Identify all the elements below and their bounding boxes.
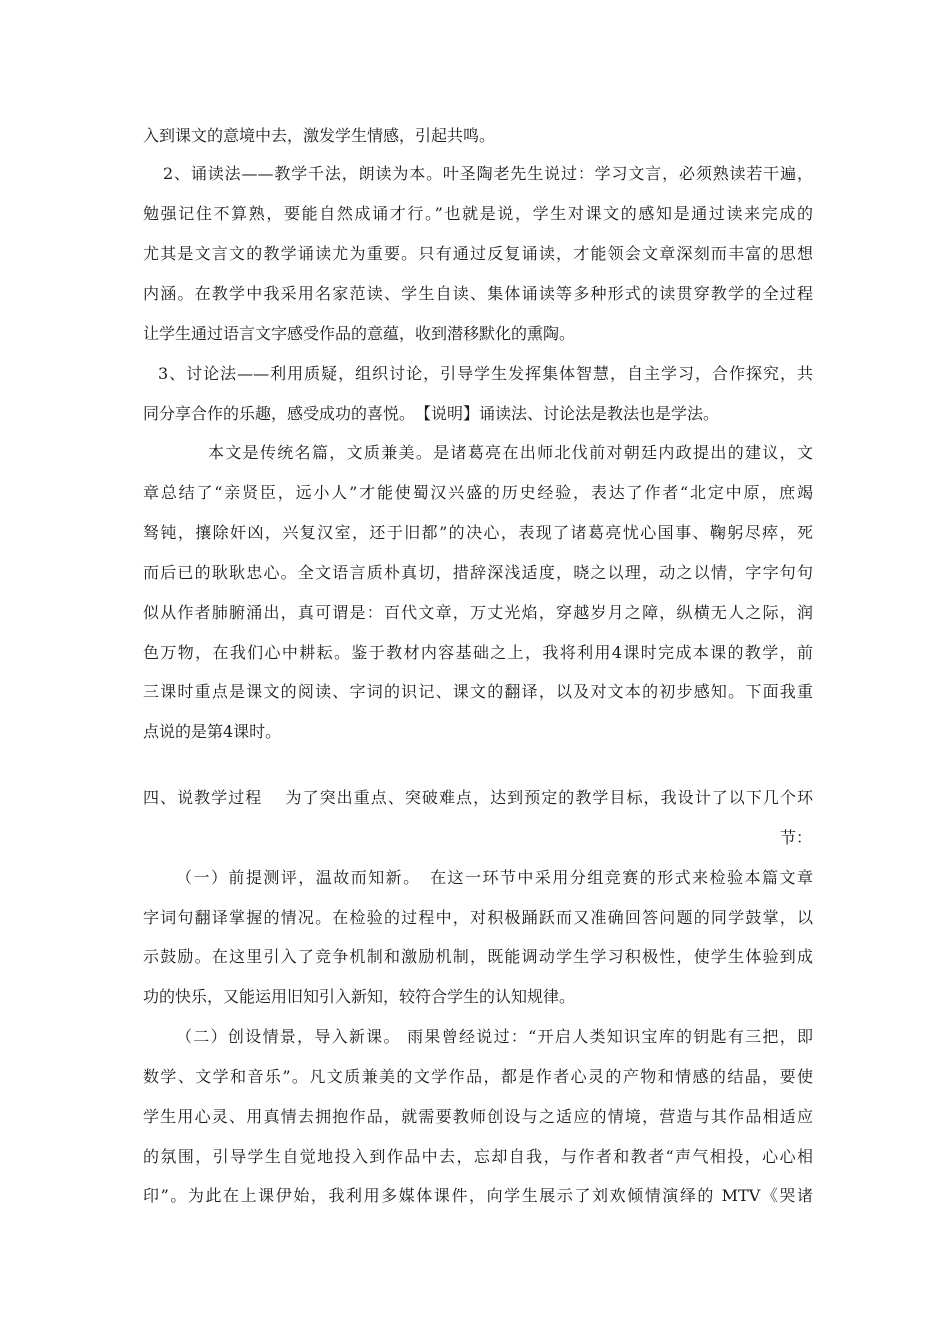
paragraph-line: 2、诵读法——教学千法，朗读为本。叶圣陶老先生说过：学习文言，必须熟读若干遍， (163, 164, 813, 183)
paragraph-line: 入到课文的意境中去，激发学生情感，引起共鸣。 (143, 126, 496, 145)
paragraph-line: 功的快乐，又能运用旧知引入新知，较符合学生的认知规律。 (143, 987, 576, 1006)
paragraph-line: （一）前提测评，温故而知新。 在这一环节中采用分组竞赛的形式来检验本篇文章 (176, 868, 813, 887)
paragraph-line: 而后已的耿耿忠心。全文语言质朴真切，措辞深浅适度，晓之以理，动之以情，字字句句 (143, 563, 813, 582)
paragraph-line: 字词句翻译掌握的情况。在检验的过程中，对积极踊跃而又准确回答问题的同学鼓掌，以 (143, 908, 813, 927)
paragraph-line: （二）创设情景，导入新课。 雨果曾经说过：“开启人类知识宝库的钥匙有三把，即 (176, 1027, 813, 1046)
paragraph-line: 学生用心灵、用真情去拥抱作品，就需要教师创设与之适应的情境，营造与其作品相适应 (143, 1107, 813, 1126)
paragraph-line: 示鼓励。在这里引入了竞争机制和激励机制，既能调动学生学习积极性，使学生体验到成 (143, 947, 813, 966)
paragraph-line: 内涵。在教学中我采用名家范读、学生自读、集体诵读等多种形式的读贯穿教学的全过程 (143, 284, 813, 303)
paragraph-line: 的氛围，引导学生自觉地投入到作品中去，忘却自我，与作者和教者“声气相投，心心相 (143, 1147, 813, 1166)
paragraph-line: 数学、文学和音乐”。凡文质兼美的文学作品，都是作者心灵的产物和情感的结晶，要使 (143, 1067, 813, 1086)
section-heading-line: 节： (780, 828, 813, 847)
paragraph-line: 同分享合作的乐趣，感受成功的喜悦。 【说明】诵读法、讨论法是教法也是学法。 (143, 404, 720, 423)
paragraph-line: 本文是传统名篇，文质兼美。是诸葛亮在出师北伐前对朝廷内政提出的建议，文 (208, 443, 813, 462)
paragraph-line: 点说的是第4课时。 (143, 722, 282, 741)
paragraph-line: 似从作者肺腑涌出，真可谓是：百代文章，万丈光焰，穿越岁月之障，纵横无人之际，润 (143, 603, 813, 622)
paragraph-line: 3、讨论法——利用质疑，组织讨论，引导学生发挥集体智慧，自主学习，合作探究，共 (158, 364, 813, 383)
paragraph-line: 色万物，在我们心中耕耘。鉴于教材内容基础之上，我将利用4课时完成本课的教学，前 (143, 643, 813, 662)
paragraph-line: 勉强记住不算熟，要能自然成诵才行。”也就是说，学生对课文的感知是通过读来完成的 (143, 204, 813, 223)
paragraph-line: 印”。为此在上课伊始，我利用多媒体课件，向学生展示了刘欢倾情演绎的 MTV《哭诸 (143, 1186, 813, 1205)
paragraph-line: 驽钝，攘除奸凶，兴复汉室，还于旧都”的决心，表现了诸葛亮忧心国事、鞠躬尽瘁，死 (143, 523, 813, 542)
section-heading-line: 四、说教学过程 为了突出重点、突破难点，达到预定的教学目标，我设计了以下几个环 (143, 788, 813, 807)
paragraph-line: 三课时重点是课文的阅读、字词的识记、课文的翻译，以及对文本的初步感知。下面我重 (143, 682, 813, 701)
paragraph-line: 章总结了“亲贤臣，远小人”才能使蜀汉兴盛的历史经验，表达了作者“北定中原，庶竭 (143, 483, 813, 502)
paragraph-line: 尤其是文言文的教学诵读尤为重要。只有通过反复诵读，才能领会文章深刻而丰富的思想 (143, 244, 813, 263)
paragraph-line: 让学生通过语言文字感受作品的意蕴，收到潜移默化的熏陶。 (143, 324, 576, 343)
